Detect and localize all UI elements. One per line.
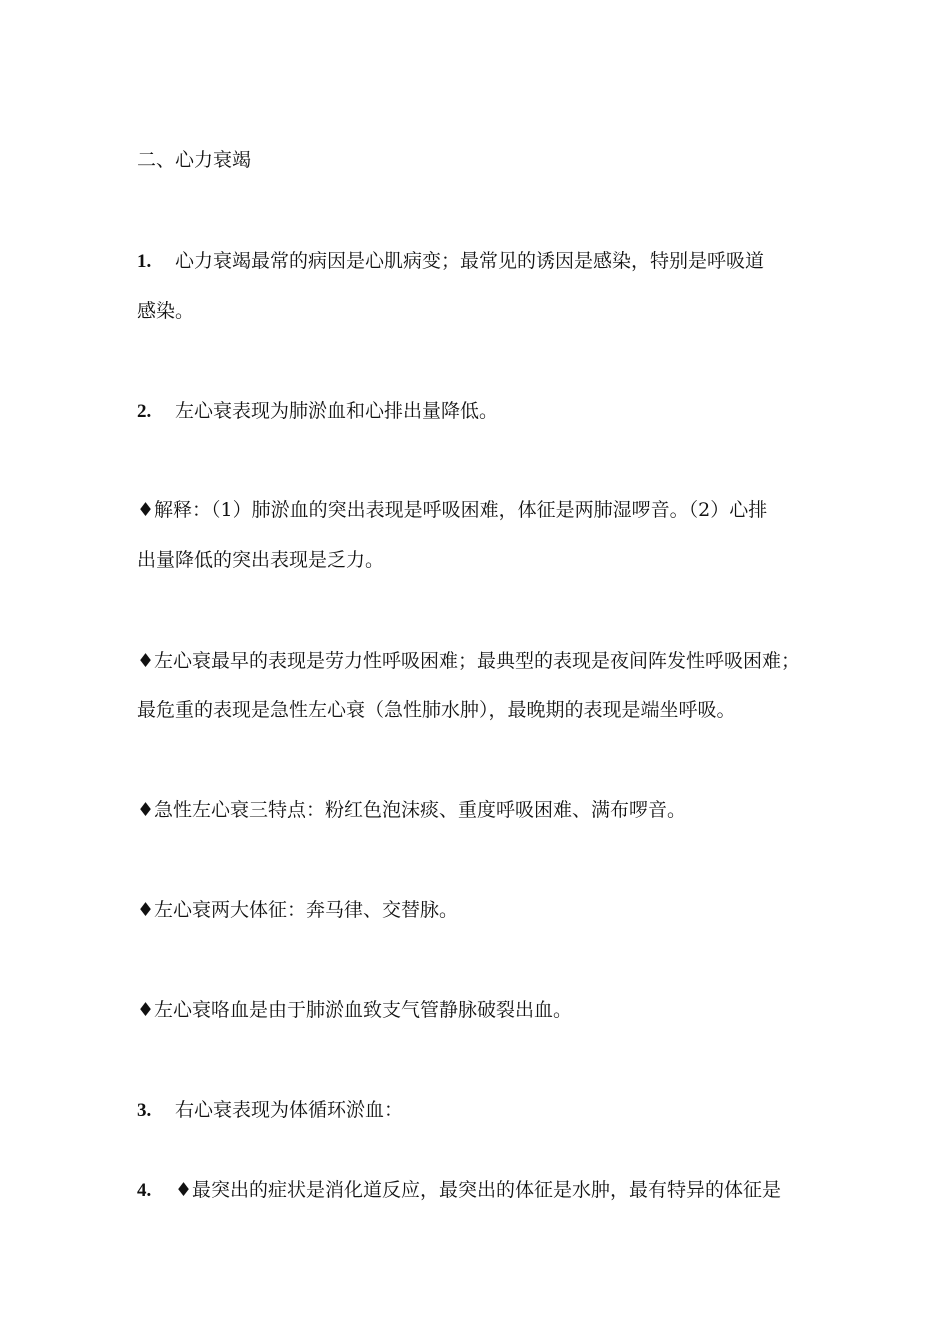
explanation-line-1: ♦解释：（1）肺淤血的突出表现是呼吸困难，体征是两肺湿啰音。（2）心排 [137, 499, 768, 521]
left-hf-symptoms-line-2: 最危重的表现是急性左心衰（急性肺水肿），最晚期的表现是端坐呼吸。 [137, 699, 736, 721]
item-number: 4. [137, 1180, 152, 1201]
item-2-line-1: 2. 左心衰表现为肺淤血和心排出量降低。 [137, 400, 499, 422]
item-4-line-1: 4. ♦最突出的症状是消化道反应，最突出的体征是水肿，最有特异的体征是 [137, 1179, 782, 1201]
left-hf-signs: ♦左心衰两大体征：奔马律、交替脉。 [137, 899, 459, 921]
left-hf-hemoptysis: ♦左心衰咯血是由于肺淤血致支气管静脉破裂出血。 [137, 999, 573, 1021]
item-3-line-1: 3. 右心衰表现为体循环淤血： [137, 1099, 404, 1121]
explanation-line-2: 出量降低的突出表现是乏力。 [137, 549, 385, 571]
left-hf-symptoms-line-1: ♦左心衰最早的表现是劳力性呼吸困难；最典型的表现是夜间阵发性呼吸困难； [137, 650, 801, 672]
section-title: 二、心力衰竭 [137, 149, 252, 171]
item-1-line-1: 1. 心力衰竭最常的病因是心肌病变；最常见的诱因是感染，特别是呼吸道 [137, 250, 765, 272]
item-1-line-2: 感染。 [137, 300, 195, 322]
item-number: 3. [137, 1100, 152, 1121]
item-number: 2. [137, 401, 152, 422]
item-number: 1. [137, 251, 152, 272]
acute-left-hf-features: ♦急性左心衰三特点：粉红色泡沫痰、重度呼吸困难、满布啰音。 [137, 799, 687, 821]
